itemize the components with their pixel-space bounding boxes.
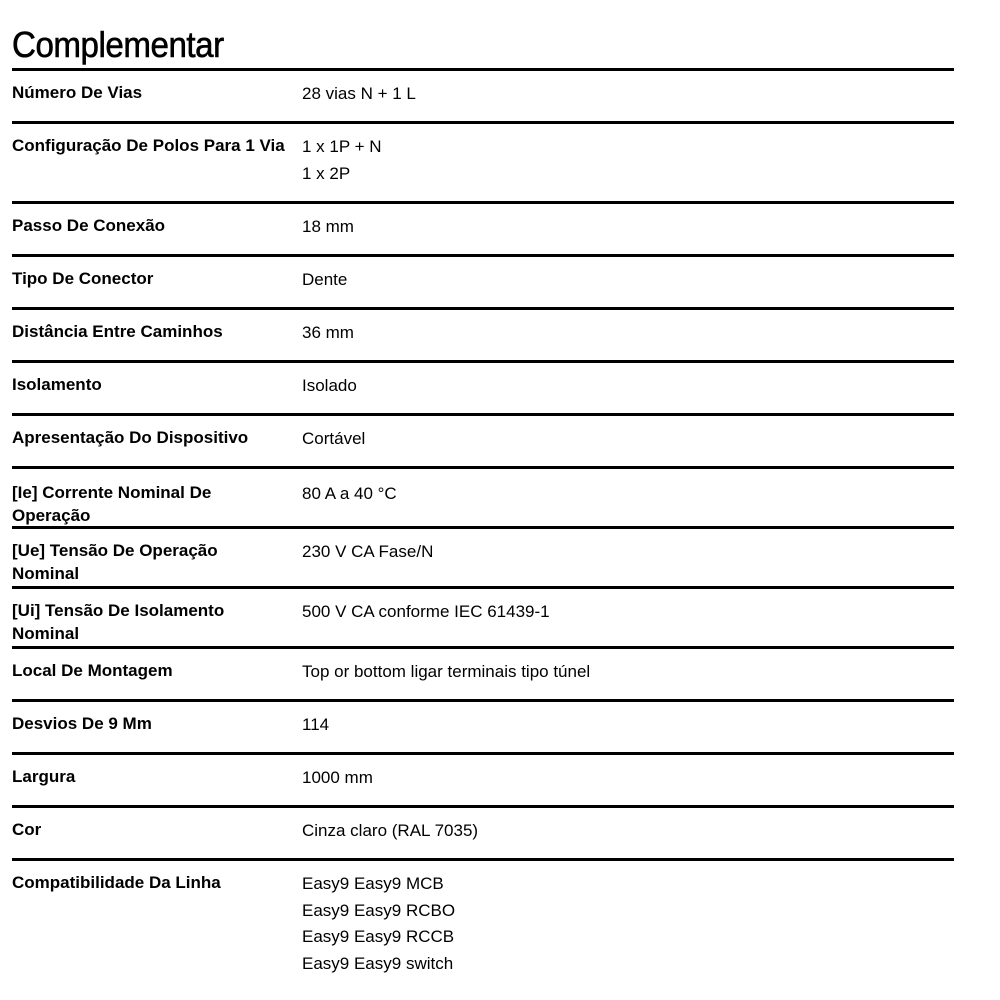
spec-label: Apresentação Do Dispositivo [12, 428, 249, 447]
spec-value-line: Easy9 Easy9 MCB [302, 874, 444, 893]
spec-label: Compatibilidade Da Linha [12, 873, 221, 892]
spec-value-line: 80 A a 40 °C [302, 484, 397, 503]
spec-value-line: 1 x 1P + N [302, 137, 382, 156]
spec-label: [Ue] Tensão De Operação Nominal [12, 541, 218, 583]
spec-value-line: 230 V CA Fase/N [302, 542, 434, 561]
spec-value-line: 18 mm [302, 217, 354, 236]
spec-value [302, 363, 954, 413]
spec-value-line: 1000 mm [302, 768, 373, 787]
spec-value [302, 861, 954, 985]
spec-value-line: Easy9 Easy9 switch [302, 953, 454, 973]
spec-label: Distância Entre Caminhos [12, 322, 223, 341]
spec-row-numero-de-vias [12, 71, 954, 124]
spec-value [302, 808, 954, 858]
spec-row-largura [12, 755, 954, 808]
spec-value [302, 124, 954, 201]
spec-value [302, 71, 954, 121]
spec-table [12, 68, 954, 985]
section-title: Complementar [12, 24, 224, 65]
spec-value [302, 755, 954, 805]
spec-value [302, 469, 954, 526]
spec-value [302, 257, 954, 307]
spec-label: [Ie] Corrente Nominal De Operação [12, 483, 212, 525]
spec-row-local-de-montagem [12, 649, 954, 702]
spec-value-line: 28 vias N + 1 L [302, 84, 416, 103]
spec-value-line: Top or bottom ligar terminais tipo túnel [302, 662, 591, 681]
spec-label: Desvios De 9 Mm [12, 714, 152, 733]
spec-row-cor [12, 808, 954, 861]
spec-row-tipo-de-conector [12, 257, 954, 310]
spec-value-line: Cortável [302, 429, 366, 448]
spec-label: Cor [12, 820, 42, 839]
spec-value [302, 589, 954, 646]
spec-row-desvios [12, 702, 954, 755]
spec-label: Número De Vias [12, 83, 143, 102]
spec-label: Tipo De Conector [12, 269, 154, 288]
spec-value-line: 1 x 2P [302, 163, 351, 183]
spec-value-line: 500 V CA conforme IEC 61439-1 [302, 602, 550, 621]
spec-label: Configuração De Polos Para 1 Via [12, 136, 285, 155]
spec-row-tensao-de-isolamento [12, 589, 954, 649]
spec-value [302, 649, 954, 699]
spec-value [302, 204, 954, 254]
spec-row-isolamento [12, 363, 954, 416]
spec-value-line: Easy9 Easy9 RCBO [302, 900, 456, 920]
spec-row-apresentacao-do-dispositivo [12, 416, 954, 469]
spec-row-distancia-entre-caminhos [12, 310, 954, 363]
spec-value-line: Dente [302, 270, 348, 289]
spec-value-line: 36 mm [302, 323, 354, 342]
spec-value [302, 702, 954, 752]
spec-value-line: Isolado [302, 376, 357, 395]
spec-value [302, 310, 954, 360]
spec-value [302, 416, 954, 466]
spec-row-compatibilidade-da-linha [12, 861, 954, 985]
spec-row-corrente-nominal [12, 469, 954, 529]
spec-row-configuracao-de-polos [12, 124, 954, 204]
spec-value-line: 114 [302, 715, 330, 734]
spec-value [302, 529, 954, 586]
spec-label: Largura [12, 767, 76, 786]
spec-row-tensao-de-operacao [12, 529, 954, 589]
spec-label: Local De Montagem [12, 661, 173, 680]
spec-label: Passo De Conexão [12, 216, 166, 235]
spec-row-passo-de-conexao [12, 204, 954, 257]
spec-sheet [12, 22, 954, 985]
spec-value-line: Cinza claro (RAL 7035) [302, 821, 479, 840]
spec-label: [Ui] Tensão De Isolamento Nominal [12, 601, 225, 643]
spec-value-line: Easy9 Easy9 RCCB [302, 927, 455, 946]
spec-label: Isolamento [12, 375, 102, 394]
